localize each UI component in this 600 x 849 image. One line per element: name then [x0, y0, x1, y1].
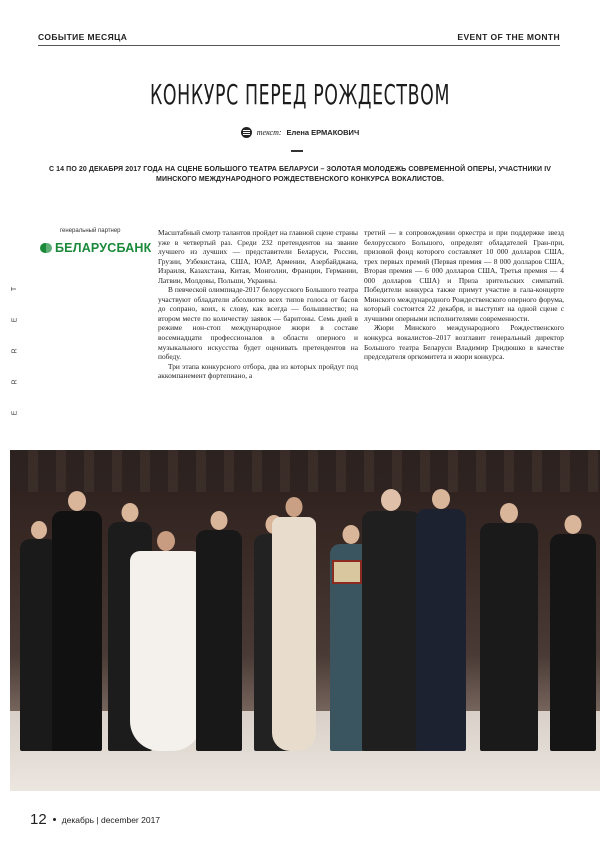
pen-icon	[241, 127, 252, 138]
person-figure	[480, 503, 538, 751]
author-name: Елена ЕРМАКОВИЧ	[286, 128, 360, 137]
page-number: 12	[30, 811, 47, 828]
singer-gold-dress	[272, 497, 316, 751]
side-letter: E	[11, 409, 19, 416]
section-label-en: EVENT OF THE MONTH	[457, 32, 560, 42]
partner-label: генеральный партнер	[60, 228, 121, 234]
byline-label: текст:	[256, 128, 282, 137]
diploma	[332, 560, 362, 584]
paragraph: Жюри Минского международного Рождественского конкурса вокалистов–2017 возглавит генеральный директор Большого театра Беларуси Владимир Гридюшко в качестве председателя оргкомитета и жюри конкурса.	[364, 323, 564, 362]
side-vertical-text	[10, 285, 20, 416]
lead-paragraph: С 14 ПО 20 ДЕКАБРЯ 2017 ГОДА НА СЦЕНЕ БОЛЬШОГО ТЕАТРА БЕЛАРУСИ – ЗОЛОТАЯ МОЛОДЕЖЬ СОВРЕМЕННОЙ ОПЕРЫ, УЧАСТНИКИ IV МИНСКОГО МЕЖДУНАРОДНОГО РОЖДЕСТВЕНСКОГО КОНКУРСА ВОКАЛИСТОВ.	[48, 166, 552, 183]
presenter-with-diploma	[362, 489, 420, 751]
person-figure	[550, 515, 596, 751]
side-letter: E	[11, 316, 19, 323]
bank-logo-icon	[40, 242, 52, 254]
side-letter: R	[11, 347, 19, 354]
paragraph: В певческой олимпиаде-2017 белорусского Большого театра участвуют обладатели абсолютно всех типов голоса от басов до сопрано, коих, к слову, как всегда — большинство; на втором месте по количеству заявок — баритоны. Семь дней в режиме нон-стоп международное жюри в составе восемнадцати профессионалов в области оперного и музыкального искусства будет оценивать претендентов на победу.	[158, 285, 358, 362]
bank-name: БЕЛАРУСБАНК	[55, 241, 152, 255]
byline	[0, 127, 600, 138]
section-header	[38, 32, 560, 46]
paragraph: Три этапа конкурсного отбора, два из которых пройдут под аккомпанемент фортепиано, а	[158, 361, 358, 381]
stage-backdrop	[10, 450, 600, 492]
person-figure	[52, 491, 102, 751]
article-column-2	[364, 228, 564, 362]
belarusbank-logo	[40, 241, 152, 255]
section-label-ru: СОБЫТИЕ МЕСЯЦА	[38, 32, 128, 42]
paragraph: третий — в сопровождении оркестра и при поддержке звезд белорусского Большого, определят обладателей Гран-при, призовой фонд которого составляет 10 000 долларов США, трех первых премий (Первая премия — 8 000 долларов США, Вторая премия — 6 000 долларов США, Третья премия — 4 000 долларов США) и Приза зрительских симпатий. Победители конкурса также примут участие в гала-концерте Минского международного Рождественского оперного форума, который состоится 22 декабря, и выступят на одной сцене с лучшими оперными исполнителями современности.	[364, 228, 564, 323]
divider	[291, 150, 303, 152]
side-letter: T	[11, 285, 19, 292]
person-figure	[196, 511, 242, 751]
award-ceremony-photo	[10, 450, 600, 791]
article-column-1	[158, 228, 358, 381]
bullet-icon	[53, 818, 56, 821]
person-figure	[416, 489, 466, 751]
side-letter: R	[11, 378, 19, 385]
paragraph: Масштабный смотр талантов пройдет на главной сцене страны уже в четвертый раз. Среди 232 претендентов на звание лучшего из лучших — представители Беларуси, России, Грузии, Узбекистана, США, ЮАР, Армении, Азербайджана, Израиля, Казахстана, Китая, Монголии, Франции, Германии, Латвии, Молдовы, Польши, Украины.	[158, 228, 358, 285]
issue-month: декабрь | december 2017	[61, 814, 161, 825]
article-title: КОНКУРС ПЕРЕД РОЖДЕСТВОМ	[149, 78, 451, 111]
singer-white-dress	[130, 531, 202, 751]
page-footer	[30, 811, 160, 828]
